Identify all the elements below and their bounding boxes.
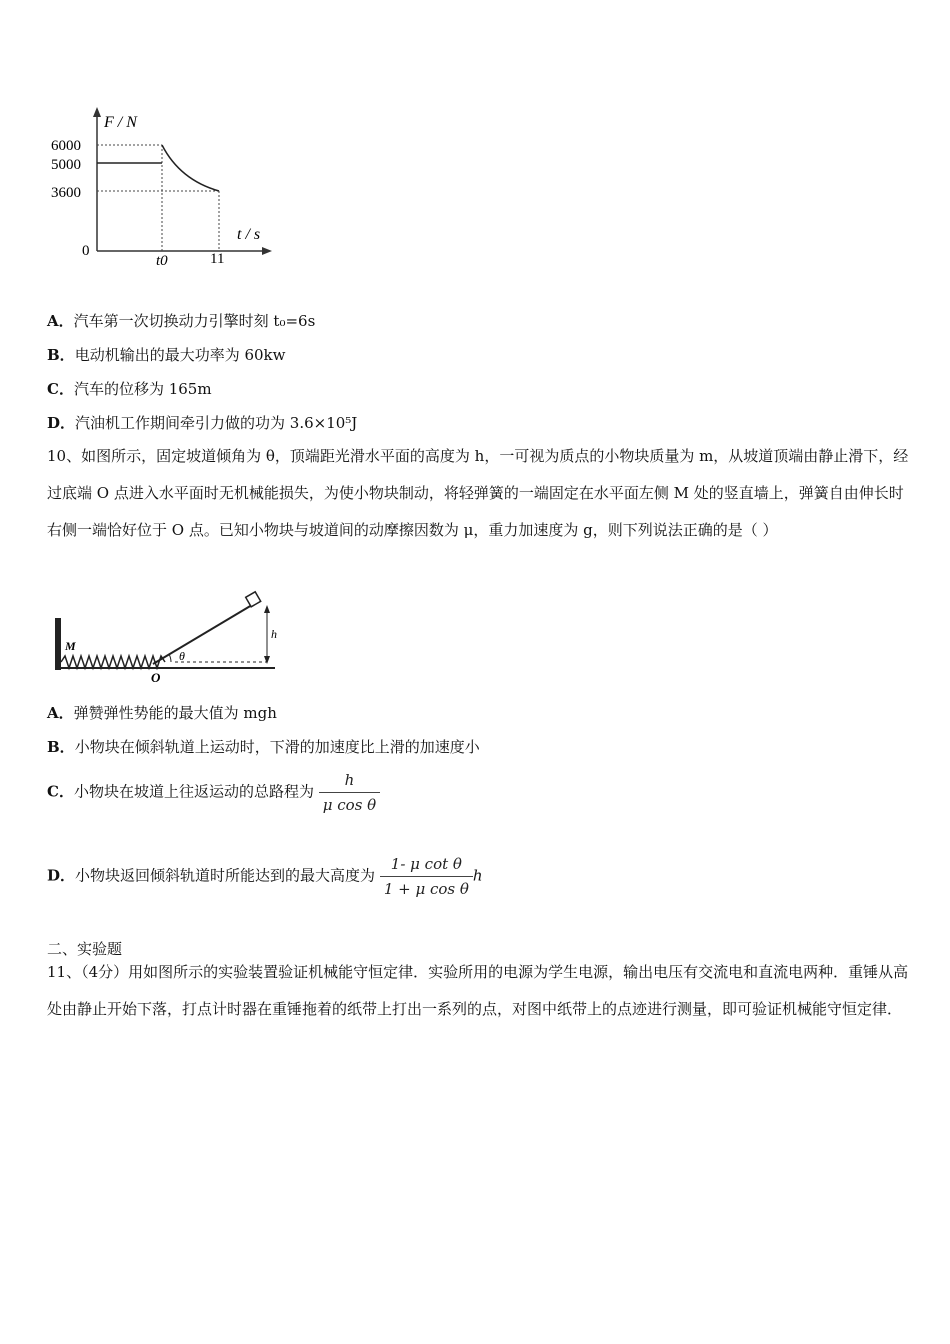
option-text: 汽车第一次切换动力引擎时刻 t₀=6s [73,312,316,330]
q10-option-d [47,854,483,899]
option-letter: D． [47,414,76,432]
q11-stem: 11、（4分）用如图所示的实验装置验证机械能守恒定律．实验所用的电源为学生电源，输出电压有交流电和直流电两种．重锤从高处由静止开始下落，打点计时器在重锤拖着的纸带上打出一系列的点，对图中纸带上的点迹进行测量，即可验证机械能守恒定律． [47,963,909,1018]
height-arrowhead-bottom [264,656,270,664]
y-axis-arrow [93,107,101,117]
option-text: 小物块在倾斜轨道上运动时，下滑的加速度比上滑的加速度小 [74,738,480,756]
x-tick-t0: t0 [156,253,168,269]
origin-label: 0 [82,243,90,259]
y-tick-5000: 5000 [51,157,81,173]
option-letter: A． [47,312,74,330]
y-axis-label: F / N [104,114,137,131]
force-time-graph [40,105,280,270]
option-text: 小物块在坡道上往返运动的总路程为 [73,782,314,801]
origin-label-o: O [151,670,161,685]
y-tick-3600: 3600 [51,185,81,201]
q10-option-c [47,770,380,815]
option-text: 汽油机工作期间牵引力做的功为 3.6×10⁵J [75,414,358,432]
fraction-numerator: 1- μ cot θ [390,855,462,873]
option-text: 汽车的位移为 165m [73,380,212,398]
option-letter: A． [47,704,74,722]
option-text: 小物块返回倾斜轨道时所能达到的最大高度为 [75,866,376,885]
angle-label-theta: θ [179,649,185,663]
x-tick-11: 11 [210,251,225,267]
fraction-denominator: 1 + μ cos θ [380,876,473,899]
option-letter: C． [47,380,74,398]
height-label-h: h [271,627,277,641]
section-heading-experiment: 二、实验题 [47,940,123,958]
wall-label-m: M [65,639,76,653]
option-letter: D． [47,866,76,885]
fraction-suffix: h [472,866,483,885]
q9-option-c [47,378,212,400]
spring [61,656,165,668]
fraction-numerator: h [344,771,355,789]
q10-stem: 10、如图所示，固定坡道倾角为 θ，顶端距光滑水平面的高度为 h，一可视为质点的小物块质量为 m，从坡道顶端由静止滑下，经过底端 O 点进入水平面时无机械能损失，为使小物块制动，将轻弹簧的一端固定在水平面左侧 M 处的竖直墙上，弹簧自由伸长时右侧一端恰好位于 O 点。已知小物块与坡道间的动摩擦因数为 μ，重力加速度为 g，则下列说法正确的是（ ） [47,447,909,539]
q10-option-a [47,702,277,724]
x-axis-label: t / s [237,226,261,243]
fraction-total-path [319,770,380,815]
fraction-max-height [380,854,473,899]
fraction-denominator: μ cos θ [319,792,380,815]
incline [153,602,257,664]
option-letter: B． [47,346,75,364]
y-tick-6000: 6000 [51,138,81,154]
series-curve-6000-3600 [162,145,219,191]
option-letter: B． [47,738,75,756]
option-text: 电动机输出的最大功率为 60kw [74,346,286,364]
block [246,592,261,607]
option-letter: C． [47,782,74,801]
wall [55,618,61,670]
q9-option-d [47,412,357,434]
option-text: 弹赞弹性势能的最大值为 mgh [73,704,277,722]
angle-arc [169,654,171,662]
q10-option-b [47,736,480,758]
q9-option-a [47,310,315,332]
incline-spring-diagram [45,588,285,688]
q9-option-b [47,344,285,366]
x-axis-arrow [262,247,272,255]
height-arrowhead-top [264,605,270,613]
